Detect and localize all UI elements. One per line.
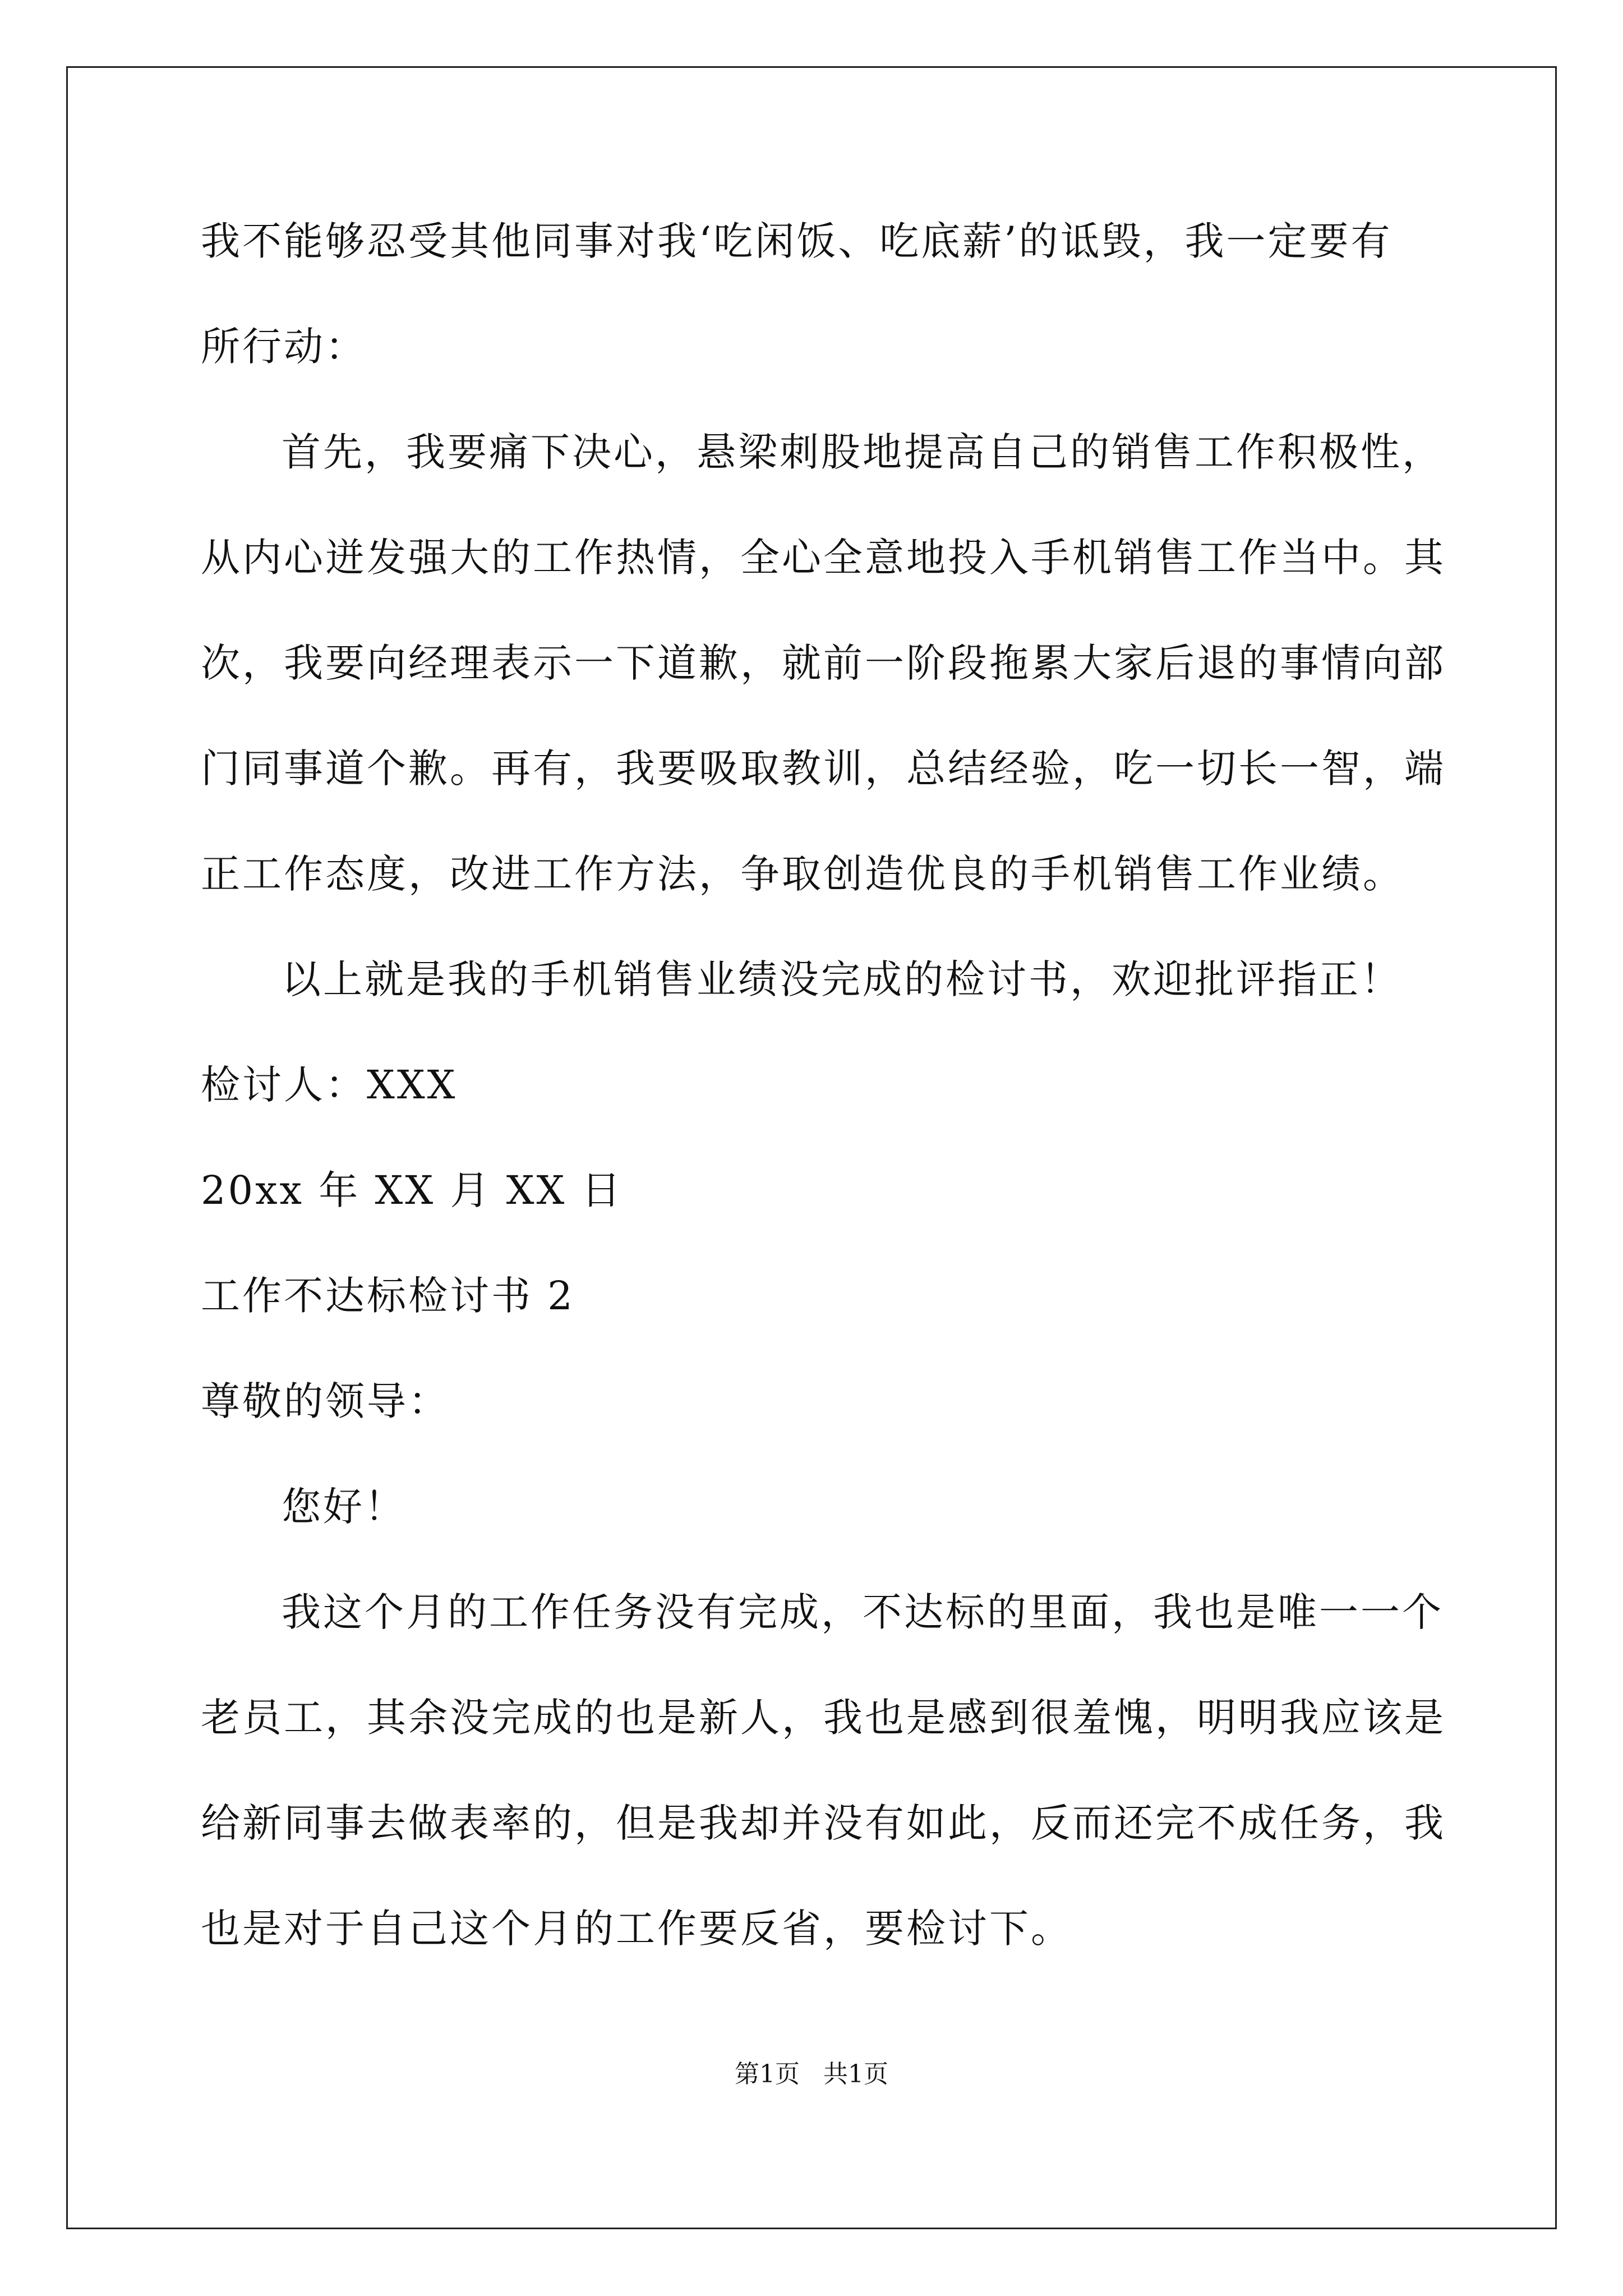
greeting: 您好！	[282, 1484, 406, 1530]
paragraph-line: 次，我要向经理表示一下道歉，就前一阶段拖累大家后退的事情向部	[201, 640, 1446, 686]
paragraph-line: 给新同事去做表率的，但是我却并没有如此，反而还完不成任务，我	[201, 1800, 1446, 1846]
paragraph-line: 正工作态度，改进工作方法，争取创造优良的手机销售工作业绩。	[201, 851, 1404, 897]
signer-line: 检讨人：XXX	[201, 1062, 458, 1108]
page-border	[66, 66, 1557, 2229]
paragraph-line: 首先，我要痛下决心，悬梁刺股地提高自己的销售工作积极性，	[282, 429, 1444, 475]
salutation: 尊敬的领导：	[201, 1378, 450, 1424]
page-footer: 第1页 共1页	[735, 2060, 888, 2088]
paragraph-line: 老员工，其余没完成的也是新人，我也是感到很羞愧，明明我应该是	[201, 1695, 1446, 1741]
paragraph-line: 从内心迸发强大的工作热情，全心全意地投入手机销售工作当中。其	[201, 535, 1446, 581]
paragraph-line: 所行动：	[201, 324, 367, 370]
date-line: 20xx 年 XX 月 XX 日	[201, 1167, 623, 1213]
paragraph-line: 也是对于自己这个月的工作要反省，要检讨下。	[201, 1906, 1072, 1952]
paragraph-line: 我这个月的工作任务没有完成，不达标的里面，我也是唯一一个	[282, 1589, 1444, 1635]
section-title: 工作不达标检讨书 2	[201, 1273, 575, 1319]
paragraph-line: 以上就是我的手机销售业绩没完成的检讨书，欢迎批评指正！	[282, 956, 1402, 1002]
paragraph-line: 门同事道个歉。再有，我要吸取教训，总结经验，吃一切长一智，端	[201, 746, 1446, 792]
paragraph-line: 我不能够忍受其他同事对我‘吃闲饭、吃底薪’的诋毁，我一定要有	[201, 218, 1393, 264]
